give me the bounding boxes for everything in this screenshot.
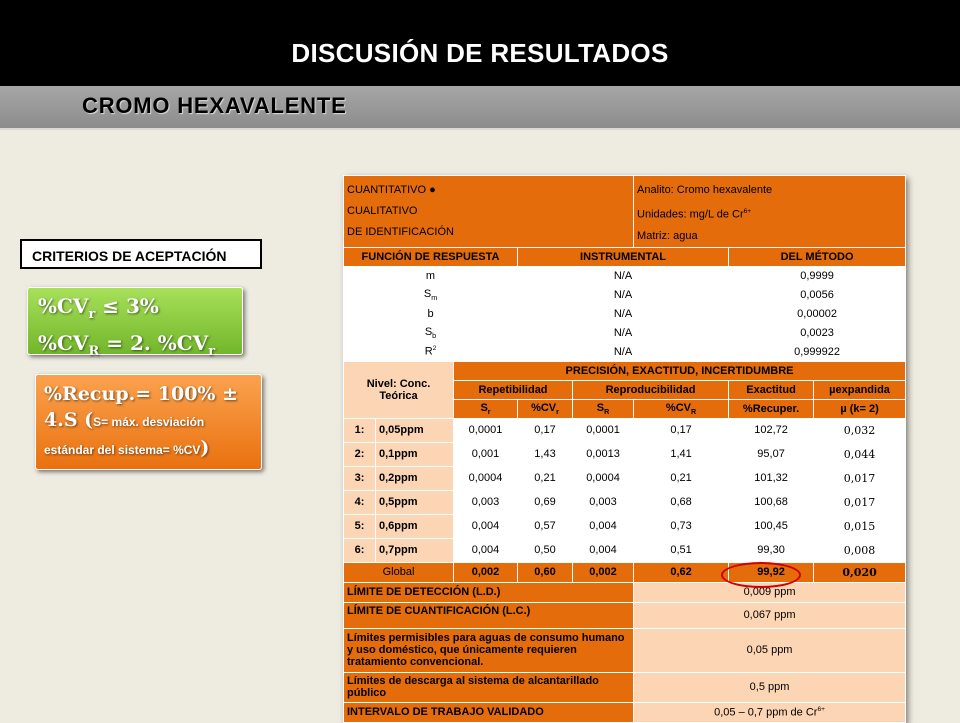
title-bar bbox=[0, 0, 960, 86]
cv-R-line: $\%CV_R = 2$. $\%CV_r$ bbox=[38, 331, 216, 359]
cv-r-line: $\%CV_r \le 3\%$ bbox=[38, 294, 159, 322]
response-header-row bbox=[344, 247, 906, 266]
recovery-line-2: 4.S (S= máx. desviación bbox=[44, 409, 205, 431]
cv-criteria-box bbox=[27, 287, 243, 359]
nivel-header: Nivel: Conc. Teórica bbox=[344, 361, 454, 418]
quantification-limit-row: LÍMITE DE CUANTIFICACIÓN (L.C.) 0,067 ppm bbox=[344, 602, 906, 628]
table-row: 4: 0,5ppm 0,003 0,69 0,003 0,68 100,68 0,017 bbox=[344, 490, 906, 514]
table-row: m N/A 0,9999 bbox=[344, 266, 906, 285]
recovery-criteria-box bbox=[35, 374, 262, 470]
results-table bbox=[343, 175, 906, 723]
table-row: 1: 0,05ppm 0,0001 0,17 0,0001 0,17 102,72 0,032 bbox=[344, 418, 906, 442]
analyte-info-cell: Analito: Cromo hexavalente Unidades: mg/L de $Cr^{6+}$ Matriz: agua bbox=[634, 176, 906, 248]
table-row: 6: 0,7ppm 0,004 0,50 0,004 0,51 99,30 0,008 bbox=[344, 538, 906, 562]
precision-header-row bbox=[344, 361, 906, 380]
slide-subtitle: CROMO HEXAVALENTE bbox=[82, 93, 347, 118]
detection-limit-row: LÍMITE DE DETECCIÓN (L.D.) 0,009 ppm bbox=[344, 582, 906, 602]
results-table-panel bbox=[343, 175, 905, 723]
criteria-label-box bbox=[20, 239, 262, 269]
sewer-discharge-limit-row: Límites de descarga al sistema de alcantarillado público 0,5 ppm bbox=[344, 672, 906, 702]
table-row: b N/A 0,00002 bbox=[344, 304, 906, 323]
method-type-cell: CUANTITATIVO ● CUALITATIVO DE IDENTIFICACIÓN bbox=[344, 176, 634, 248]
slide-title: DISCUSIÓN DE RESULTADOS bbox=[291, 37, 669, 68]
criteria-label: CRITERIOS DE ACEPTACIÓN bbox=[32, 248, 227, 264]
table-header-row bbox=[344, 176, 906, 248]
response-function-header: FUNCIÓN DE RESPUESTA bbox=[344, 247, 518, 266]
table-row: $S_m$ N/A 0,0056 bbox=[344, 285, 906, 304]
table-row: $S_b$ N/A 0,0023 bbox=[344, 323, 906, 342]
working-interval-row: INTERVALO DE TRABAJO VALIDADO 0,05 – 0,7 ppm de $Cr^{6+}$ bbox=[344, 702, 906, 722]
drinking-water-limit-row: Límites permisibles para aguas de consumo humano y uso doméstico, que únicamente requieren tratamiento convencional. 0,05 ppm bbox=[344, 628, 906, 672]
subtitle-bar bbox=[0, 86, 960, 130]
instrumental-header: INSTRUMENTAL bbox=[518, 247, 729, 266]
sub-header-row: $S_r$ $\%CV_r$ $S_R$ $\%CV_R$ %Recuper. µ (k= 2) bbox=[344, 399, 906, 418]
table-row: 2: 0,1ppm 0,001 1,43 0,0013 1,41 95,07 0,044 bbox=[344, 442, 906, 466]
table-row: 3: 0,2ppm 0,0004 0,21 0,0004 0,21 101,32 0,017 bbox=[344, 466, 906, 490]
recovery-line-3: estándar del sistema= %CV) bbox=[44, 437, 210, 459]
global-row: Global 0,002 0,60 0,002 0,62 99,92 0,020 bbox=[344, 562, 906, 582]
table-row: $R^2$ N/A 0,999922 bbox=[344, 342, 906, 361]
precision-header: PRECISIÓN, EXACTITUD, INCERTIDUMBRE bbox=[454, 361, 906, 380]
method-header: DEL MÉTODO bbox=[729, 247, 906, 266]
table-row: 5: 0,6ppm 0,004 0,57 0,004 0,73 100,45 0,015 bbox=[344, 514, 906, 538]
group-header-row: Repetibilidad Reproducibilidad Exactitud µexpandida bbox=[344, 380, 906, 399]
recovery-line: %Recup.= 100% ± bbox=[44, 383, 238, 405]
